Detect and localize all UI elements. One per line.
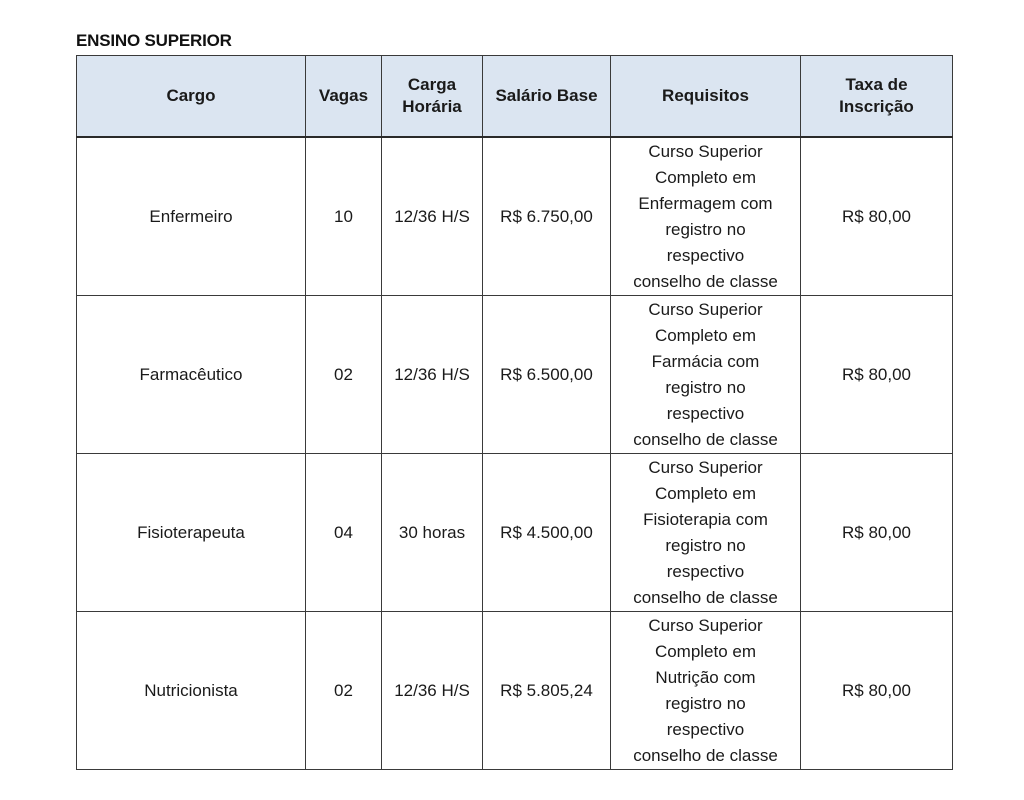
header-taxa-inscricao: Taxa de Inscrição: [801, 56, 953, 138]
cell-requisitos: Curso Superior Completo em Fisioterapia com registro no respectivo conselho de classe: [611, 454, 801, 612]
cell-taxa-inscricao: R$ 80,00: [801, 612, 953, 770]
cell-cargo: Nutricionista: [77, 612, 306, 770]
header-salario-base: Salário Base: [483, 56, 611, 138]
cell-vagas: 02: [306, 612, 382, 770]
table-row: [77, 454, 953, 612]
cell-carga-horaria: 12/36 H/S: [382, 612, 483, 770]
cell-requisitos: Curso Superior Completo em Nutrição com registro no respectivo conselho de classe: [611, 612, 801, 770]
cell-taxa-inscricao: R$ 80,00: [801, 296, 953, 454]
cell-vagas: 04: [306, 454, 382, 612]
cell-carga-horaria: 12/36 H/S: [382, 137, 483, 296]
table-row: [77, 296, 953, 454]
header-requisitos: Requisitos: [611, 56, 801, 138]
cell-taxa-inscricao: R$ 80,00: [801, 454, 953, 612]
table-header-row: [77, 56, 953, 138]
cell-requisitos: Curso Superior Completo em Enfermagem com registro no respectivo conselho de classe: [611, 137, 801, 296]
cell-carga-horaria: 30 horas: [382, 454, 483, 612]
cell-cargo: Fisioterapeuta: [77, 454, 306, 612]
cell-vagas: 10: [306, 137, 382, 296]
section-title: ENSINO SUPERIOR: [76, 31, 232, 50]
table-row: [77, 137, 953, 296]
table-row: [77, 612, 953, 770]
cell-cargo: Farmacêutico: [77, 296, 306, 454]
cell-salario-base: R$ 6.500,00: [483, 296, 611, 454]
cell-salario-base: R$ 4.500,00: [483, 454, 611, 612]
vagas-table: [76, 55, 953, 770]
cell-salario-base: R$ 5.805,24: [483, 612, 611, 770]
cell-vagas: 02: [306, 296, 382, 454]
cell-salario-base: R$ 6.750,00: [483, 137, 611, 296]
cell-taxa-inscricao: R$ 80,00: [801, 137, 953, 296]
cell-carga-horaria: 12/36 H/S: [382, 296, 483, 454]
header-cargo: Cargo: [77, 56, 306, 138]
cell-requisitos: Curso Superior Completo em Farmácia com registro no respectivo conselho de classe: [611, 296, 801, 454]
header-carga-horaria: Carga Horária: [382, 56, 483, 138]
cell-cargo: Enfermeiro: [77, 137, 306, 296]
header-vagas: Vagas: [306, 56, 382, 138]
